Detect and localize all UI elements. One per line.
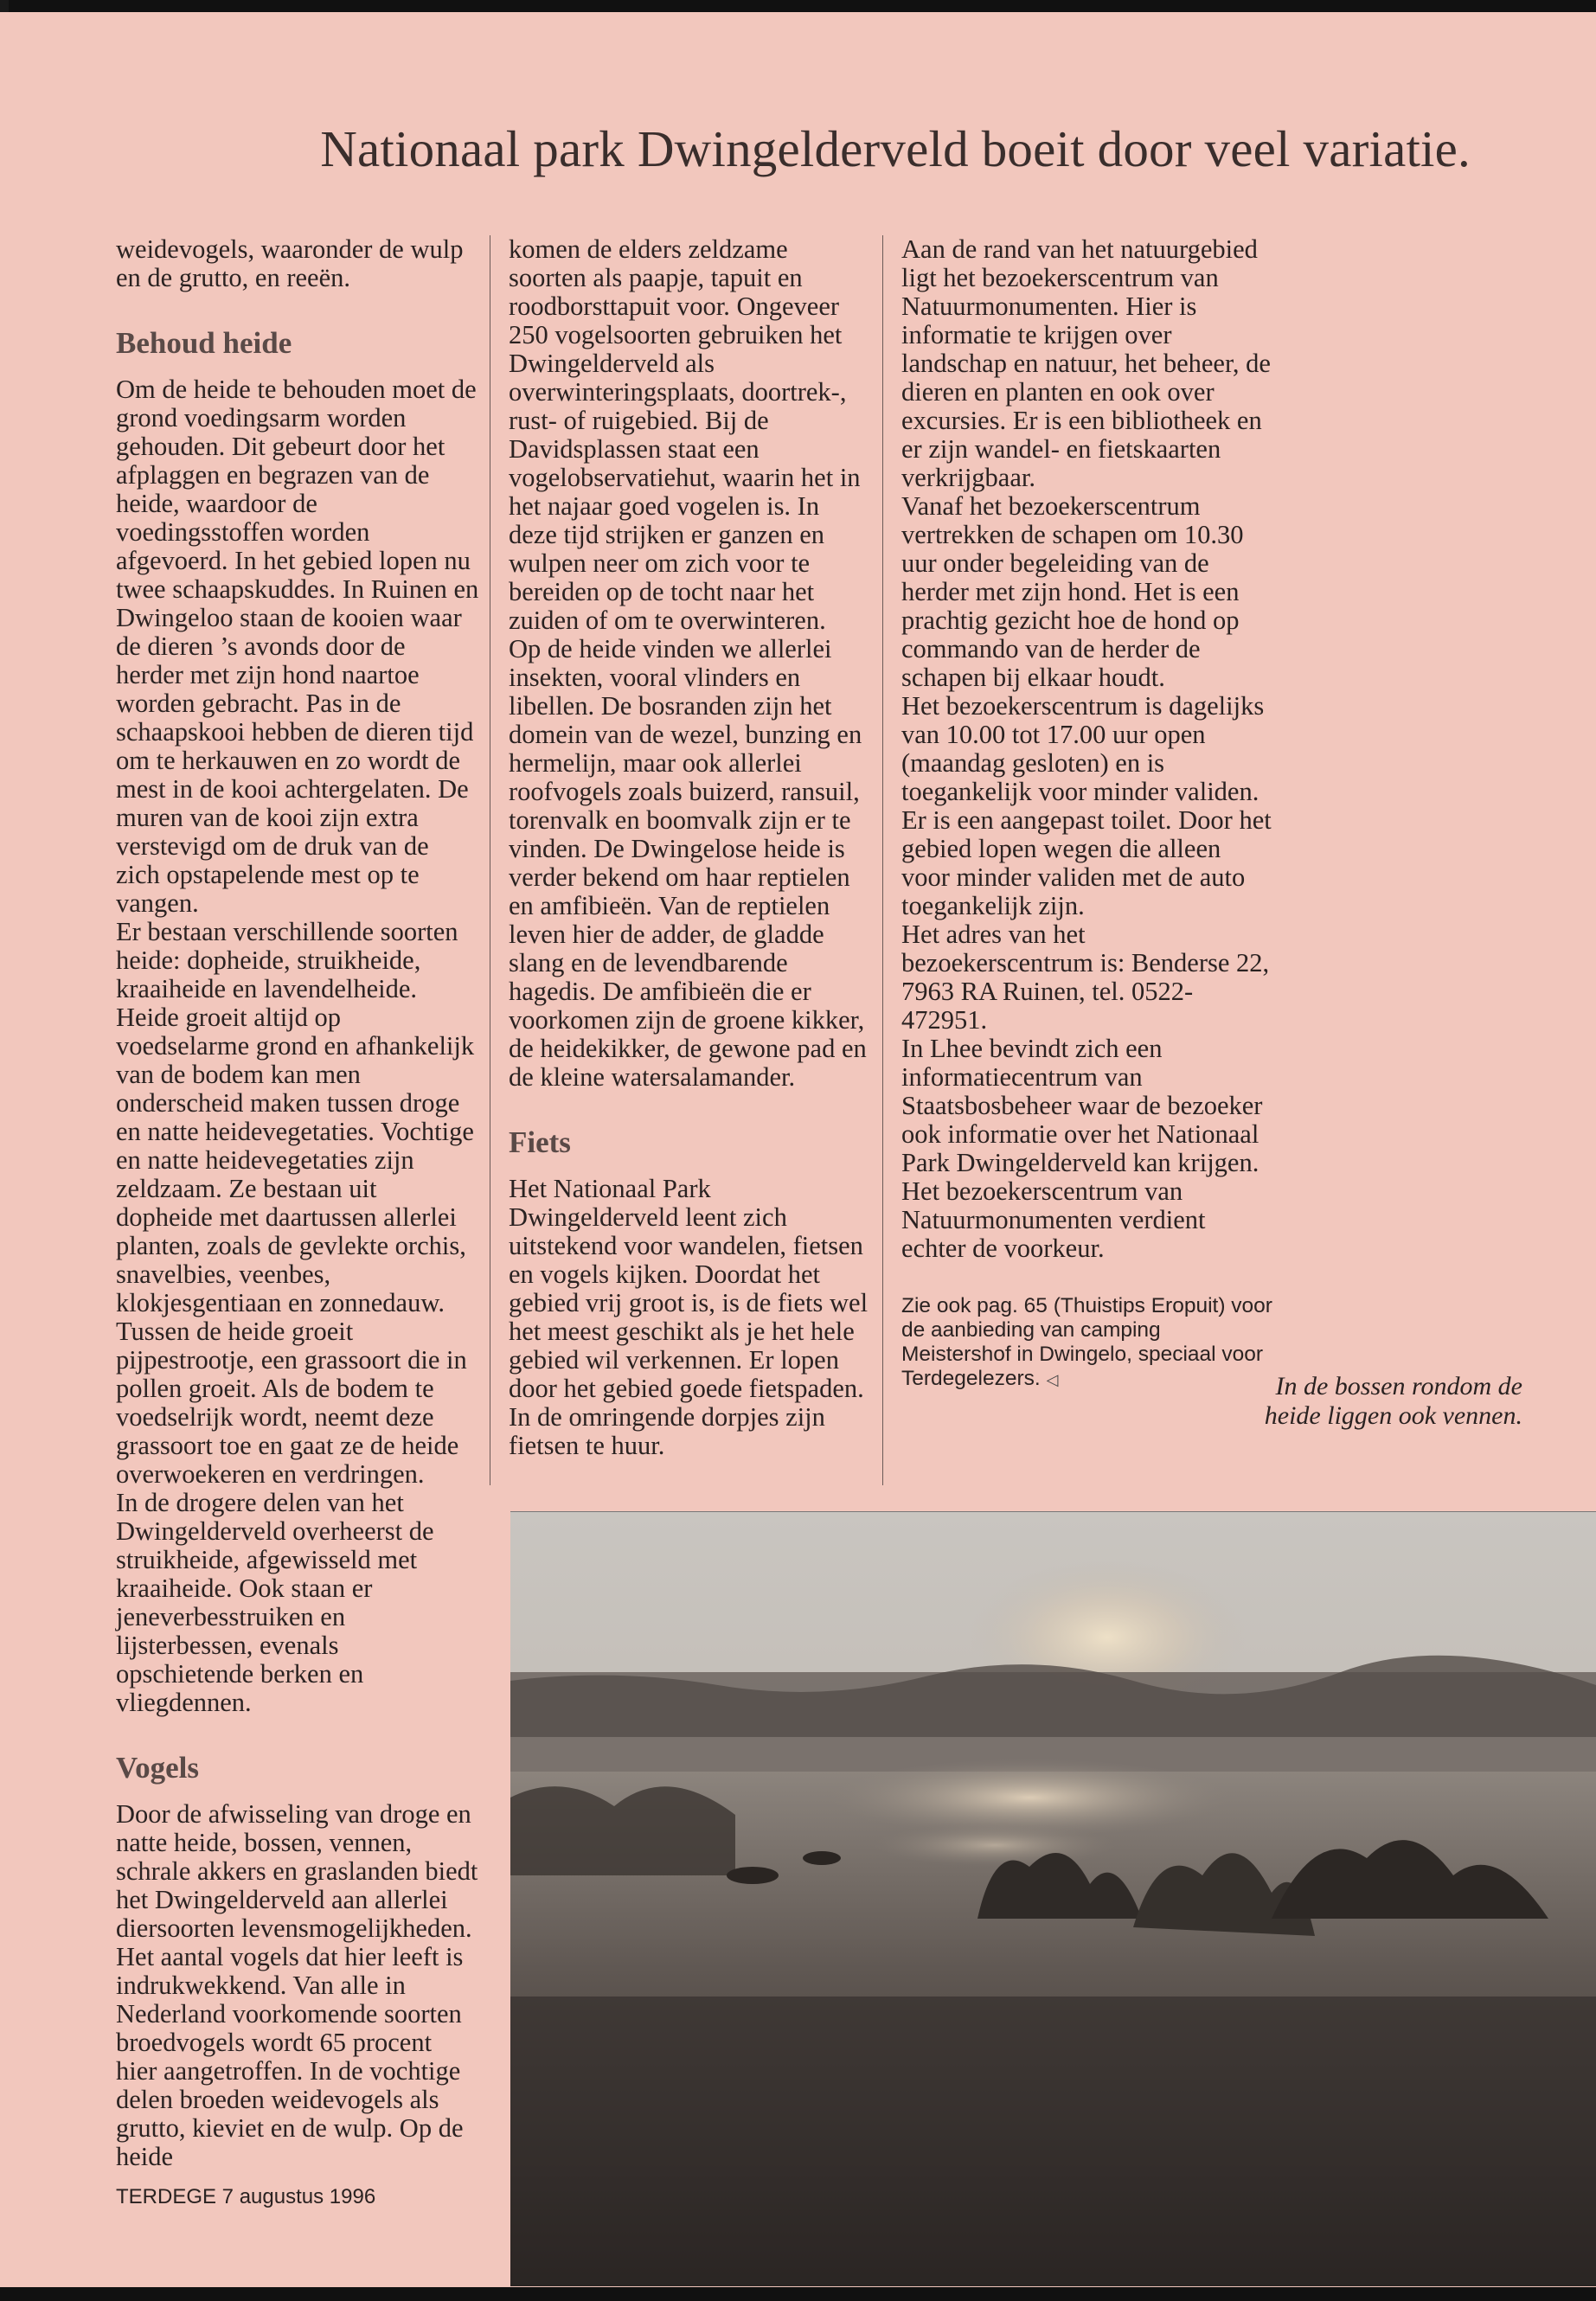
paragraph: Op de heide vinden we allerlei insekten, vooral vlinders en libellen. De bosranden zijn het domein van de wezel, bunzing en hermelijn, maar ook allerlei roofvogels zoals buizerd, ransuil, torenvalk en boomvalk zijn er te vinden. De Dwingelose heide is verder bekend om haar reptielen en amfibieën. Van de reptielen leven hier de adder, de gladde slang en de levendbarende hagedis. De amfibieën die er voorkomen zijn de groene kikker, de heidekikker, de gewone pad en de kleine watersalamander. bbox=[509, 634, 867, 1092]
cross-reference-note bbox=[901, 1294, 1273, 1392]
paragraph: In de drogere delen van het Dwingelderveld overheerst de struikheide, afgewisseld met kraaiheide. Ook staan er jeneverbesstruiken en lijsterbessen, evenals opschietende berken en vliegdennen. bbox=[116, 1488, 434, 1717]
magazine-page bbox=[0, 12, 1596, 2287]
page-headline: Nationaal park Dwingelderveld boeit door veel variatie. bbox=[320, 120, 1471, 177]
paragraph-intro: weidevogels, waaronder de wulp en de grutto, en reeën. bbox=[116, 234, 464, 292]
section-heading-fiets: Fiets bbox=[509, 1125, 571, 1159]
paragraph: Vanaf het bezoekerscentrum vertrekken de schapen om 10.30 uur onder begeleiding van de herder met zijn hond. Het is een prachtig gezicht hoe de hond op commando van de herder de schapen bij elkaar houdt. bbox=[901, 491, 1244, 692]
section-heading-behoud-heide: Behoud heide bbox=[116, 326, 292, 360]
scan-border-top bbox=[0, 0, 1596, 12]
paragraph: komen de elders zeldzame soorten als paapje, tapuit en roodborsttapuit voor. Ongeveer 250 vogelsoorten gebruiken het Dwingelderveld als overwinteringsplaats, doortrek-, rust- of ruigebied. Bij de Davidsplassen staat een vogelobservatiehut, waarin het in het najaar goed vogelen is. In deze tijd strijken er ganzen en wulpen neer om zich voor te bereiden op de tocht naar het zuiden of om te overwinteren. bbox=[509, 234, 861, 635]
footer-issue-date: TERDEGE 7 augustus 1996 bbox=[116, 2185, 376, 2208]
paragraph: In Lhee bevindt zich een informatiecentrum van Staatsbosbeheer waar de bezoeker ook informatie over het Nationaal Park Dwingelderveld kan krijgen. Het bezoekerscentrum van Natuurmonumenten verdient echter de voorkeur. bbox=[901, 1034, 1263, 1263]
paragraph: Er bestaan verschillende soorten heide: dopheide, struikheide, kraaiheide en lavendelheide. Heide groeit altijd op voedselarme grond en afhankelijk van de bodem kan men onderscheid maken tussen droge en natte heidevegetaties. Vochtige en natte heidevegetaties zijn zeldzaam. Ze bestaan uit dopheide met daartussen allerlei planten, zoals de gevlekte orchis, snavelbies, veenbes, klokjesgentiaan en zonnedauw. Tussen de heide groeit pijpestrootje, een grassoort die in pollen groeit. Als de bodem te voedselrijk wordt, neemt deze grassoort toe en gaat ze de heide overwoekeren en verdringen. bbox=[116, 917, 475, 1489]
photo-caption: In de bossen rondom de heide liggen ook vennen. bbox=[1264, 1372, 1522, 1430]
text-column-2 bbox=[509, 235, 872, 1460]
text-column-1 bbox=[116, 235, 479, 2171]
paragraph: Aan de rand van het natuurgebied ligt het bezoekerscentrum van Natuurmonumenten. Hier is informatie te krijgen over landschap en natuur, het beheer, de dieren en planten en ook over excursies. Er is een bibliotheek en er zijn wandel- en fietskaarten verkrijgbaar. bbox=[901, 234, 1271, 492]
note-text: Zie ook pag. 65 (Thuistips Eropuit) voor de aanbieding van camping Meistershof in Dwingelo, speciaal voor Terdegelezers. bbox=[901, 1294, 1272, 1390]
scan-border-bottom bbox=[0, 2287, 1596, 2301]
moorland-sunrise-photo bbox=[510, 1511, 1596, 2286]
section-heading-vogels: Vogels bbox=[116, 1751, 199, 1785]
paragraph: Om de heide te behouden moet de grond voedingsarm worden gehouden. Dit gebeurt door het afplaggen en begrazen van de heide, waardoor de voedingsstoffen worden afgevoerd. In het gebied lopen nu twee schaapskuddes. In Ruinen en Dwingeloo staan de kooien waar de dieren ’s avonds door de herder met zijn hond naartoe worden gebracht. Pas in de schaapskooi hebben de dieren tijd om te herkauwen en zo wordt de mest in de kooi achtergelaten. De muren van de kooi zijn extra verstevigd om de druk van de zich opstapelende mest op te vangen. bbox=[116, 375, 479, 918]
text-column-3 bbox=[901, 235, 1273, 1392]
column-divider-2 bbox=[882, 235, 883, 1485]
paragraph: Door de afwisseling van droge en natte heide, bossen, vennen, schrale akkers en graslanden biedt het Dwingelderveld aan allerlei diersoorten levensmogelijkheden. Het aantal vogels dat hier leeft is indrukwekkend. Van alle in Nederland voorkomende soorten broedvogels wordt 65 procent hier aangetroffen. In de vochtige delen broeden weidevogels als grutto, kieviet en de wulp. Op de heide bbox=[116, 1799, 478, 2171]
paragraph: Het adres van het bezoekerscentrum is: Benderse 22, 7963 RA Ruinen, tel. 0522-472951. bbox=[901, 920, 1270, 1035]
paragraph: Het Nationaal Park Dwingelderveld leent zich uitstekend voor wandelen, fietsen en vogels kijken. Doordat het gebied vrij groot is, is de fiets wel het meest geschikt als je het hele gebied wil verkennen. Er lopen door het gebied goede fietspaden. In de omringende dorpjes zijn fietsen te huur. bbox=[509, 1174, 869, 1460]
triangle-left-icon: ◁ bbox=[1046, 1371, 1059, 1388]
paragraph: Het bezoekerscentrum is dagelijks van 10.00 tot 17.00 uur open (maandag gesloten) en is toegankelijk voor minder validen. Er is een aangepast toilet. Door het gebied lopen wegen die alleen voor minder validen met de auto toegankelijk zijn. bbox=[901, 691, 1272, 920]
